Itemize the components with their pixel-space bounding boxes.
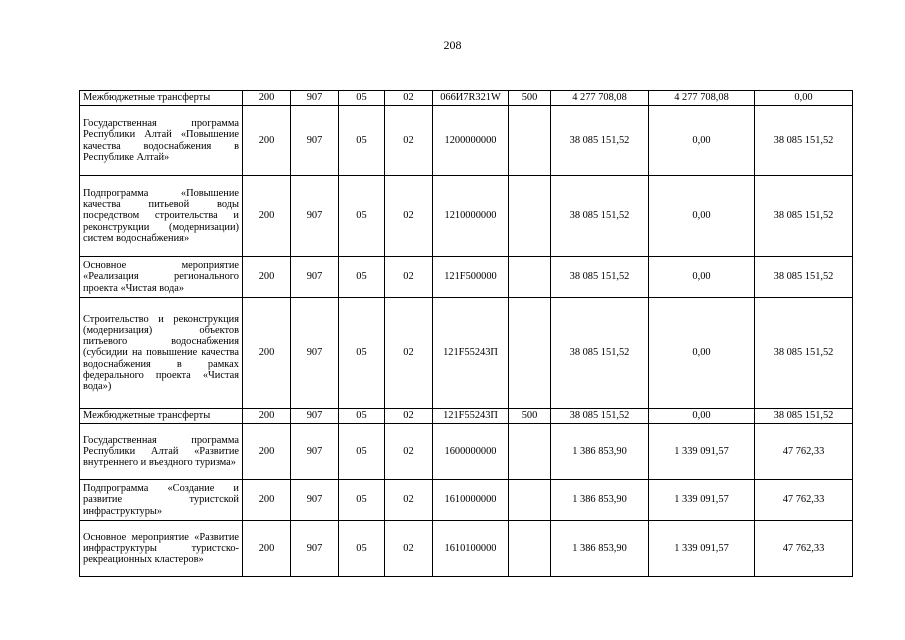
admin-code: 200 — [243, 106, 291, 176]
section-code: 05 — [339, 106, 385, 176]
expense-type: 500 — [509, 409, 551, 424]
section-code: 05 — [339, 480, 385, 521]
regional-amount: 38 085 151,52 — [755, 106, 853, 176]
table-row — [80, 298, 853, 409]
federal-amount: 0,00 — [649, 106, 755, 176]
target-code: 1600000000 — [433, 424, 509, 480]
admin-code: 200 — [243, 176, 291, 257]
total-amount: 1 386 853,90 — [551, 424, 649, 480]
ministry-code: 907 — [291, 106, 339, 176]
row-name: Подпрограмма «Создание и развитие туристской инфраструктуры» — [80, 480, 243, 521]
section-code: 05 — [339, 257, 385, 298]
federal-amount: 1 339 091,57 — [649, 521, 755, 577]
admin-code: 200 — [243, 257, 291, 298]
subsection-code: 02 — [385, 298, 433, 409]
expense-type — [509, 521, 551, 577]
federal-amount: 0,00 — [649, 257, 755, 298]
section-code: 05 — [339, 91, 385, 106]
table-row — [80, 106, 853, 176]
row-name: Межбюджетные трансферты — [80, 409, 243, 424]
regional-amount: 38 085 151,52 — [755, 298, 853, 409]
admin-code: 200 — [243, 409, 291, 424]
target-code: 1610100000 — [433, 521, 509, 577]
admin-code: 200 — [243, 91, 291, 106]
federal-amount: 1 339 091,57 — [649, 480, 755, 521]
row-name: Основное мероприятие «Развитие инфраструктуры туристско-рекреационных кластеров» — [80, 521, 243, 577]
target-code: 1210000000 — [433, 176, 509, 257]
ministry-code: 907 — [291, 480, 339, 521]
target-code: 1610000000 — [433, 480, 509, 521]
table-row — [80, 176, 853, 257]
page-number: 208 — [443, 38, 462, 52]
regional-amount: 38 085 151,52 — [755, 176, 853, 257]
regional-amount: 47 762,33 — [755, 480, 853, 521]
total-amount: 38 085 151,52 — [551, 298, 649, 409]
ministry-code: 907 — [291, 257, 339, 298]
subsection-code: 02 — [385, 521, 433, 577]
federal-amount: 1 339 091,57 — [649, 424, 755, 480]
total-amount: 38 085 151,52 — [551, 106, 649, 176]
ministry-code: 907 — [291, 521, 339, 577]
row-name: Государственная программа Республики Алтай «Развитие внутреннего и въездного туризма» — [80, 424, 243, 480]
subsection-code: 02 — [385, 106, 433, 176]
budget-table — [79, 90, 853, 577]
table-row — [80, 257, 853, 298]
total-amount: 38 085 151,52 — [551, 257, 649, 298]
table-row — [80, 409, 853, 424]
target-code: 066И7R321W — [433, 91, 509, 106]
expense-type — [509, 176, 551, 257]
section-code: 05 — [339, 424, 385, 480]
target-code: 121F500000 — [433, 257, 509, 298]
total-amount: 1 386 853,90 — [551, 521, 649, 577]
ministry-code: 907 — [291, 91, 339, 106]
section-code: 05 — [339, 176, 385, 257]
ministry-code: 907 — [291, 176, 339, 257]
regional-amount: 47 762,33 — [755, 424, 853, 480]
table-row — [80, 91, 853, 106]
expense-type — [509, 257, 551, 298]
federal-amount: 0,00 — [649, 176, 755, 257]
ministry-code: 907 — [291, 424, 339, 480]
admin-code: 200 — [243, 298, 291, 409]
target-code: 121F55243П — [433, 298, 509, 409]
row-name: Государственная программа Республики Алтай «Повышение качества водоснабжения в Республике Алтай» — [80, 106, 243, 176]
regional-amount: 38 085 151,52 — [755, 409, 853, 424]
ministry-code: 907 — [291, 298, 339, 409]
table-row — [80, 521, 853, 577]
expense-type — [509, 480, 551, 521]
expense-type — [509, 106, 551, 176]
ministry-code: 907 — [291, 409, 339, 424]
total-amount: 1 386 853,90 — [551, 480, 649, 521]
row-name: Строительство и реконструкция (модернизация) объектов питьевого водоснабжения (субсидии на повышение качества водоснабжения в рамках федерального проекта «Чистая вода») — [80, 298, 243, 409]
federal-amount: 0,00 — [649, 298, 755, 409]
subsection-code: 02 — [385, 176, 433, 257]
subsection-code: 02 — [385, 424, 433, 480]
total-amount: 38 085 151,52 — [551, 176, 649, 257]
section-code: 05 — [339, 409, 385, 424]
total-amount: 38 085 151,52 — [551, 409, 649, 424]
subsection-code: 02 — [385, 257, 433, 298]
expense-type: 500 — [509, 91, 551, 106]
target-code: 121F55243П — [433, 409, 509, 424]
target-code: 1200000000 — [433, 106, 509, 176]
row-name: Основное мероприятие «Реализация регионального проекта «Чистая вода» — [80, 257, 243, 298]
subsection-code: 02 — [385, 409, 433, 424]
admin-code: 200 — [243, 480, 291, 521]
regional-amount: 0,00 — [755, 91, 853, 106]
subsection-code: 02 — [385, 480, 433, 521]
section-code: 05 — [339, 521, 385, 577]
row-name: Подпрограмма «Повышение качества питьевой воды посредством строительства и реконструкции (модернизации) систем водоснабжения» — [80, 176, 243, 257]
federal-amount: 4 277 708,08 — [649, 91, 755, 106]
table-row — [80, 480, 853, 521]
table-row — [80, 424, 853, 480]
regional-amount: 47 762,33 — [755, 521, 853, 577]
row-name: Межбюджетные трансферты — [80, 91, 243, 106]
admin-code: 200 — [243, 521, 291, 577]
admin-code: 200 — [243, 424, 291, 480]
expense-type — [509, 298, 551, 409]
expense-type — [509, 424, 551, 480]
regional-amount: 38 085 151,52 — [755, 257, 853, 298]
federal-amount: 0,00 — [649, 409, 755, 424]
section-code: 05 — [339, 298, 385, 409]
subsection-code: 02 — [385, 91, 433, 106]
total-amount: 4 277 708,08 — [551, 91, 649, 106]
